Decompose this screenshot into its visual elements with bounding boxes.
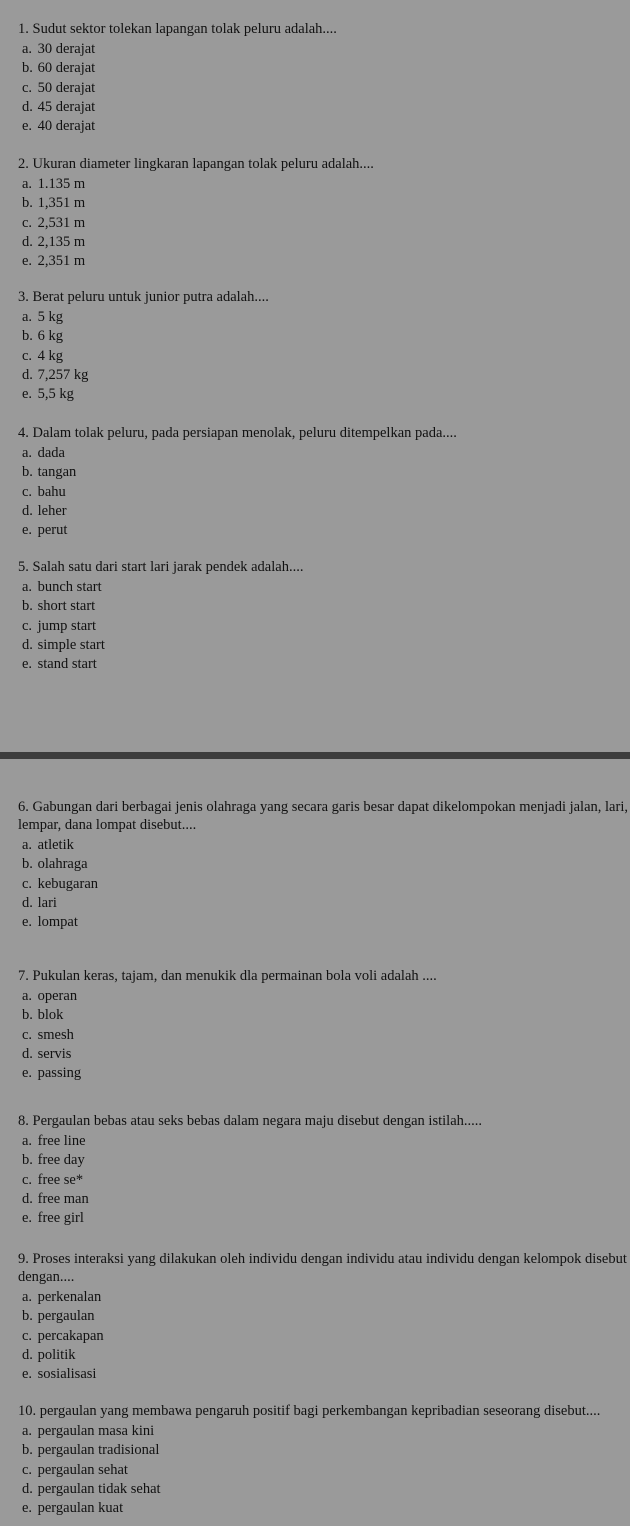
option-d [22,1190,630,1209]
option-label: 30 derajat [37,41,96,57]
option-e [22,385,630,404]
page-divider [0,752,630,759]
question-body: Dalam tolak peluru, pada persiapan menolak, peluru ditempelkan pada.... [32,425,457,441]
option-list [18,836,630,932]
option-key: c. [22,1327,33,1344]
option-key: b. [22,328,33,345]
option-label: 40 derajat [37,118,96,135]
option-b [22,1441,630,1460]
option-key: e. [22,253,33,270]
option-key: a. [22,1423,33,1439]
option-label: 5,5 kg [37,386,74,403]
option-key: c. [22,1461,33,1478]
question-text [18,20,630,38]
question-text [18,798,630,834]
option-list [18,578,630,674]
option-key: e. [22,118,33,135]
option-key: b. [22,1007,33,1024]
option-label: sosialisasi [37,1366,97,1383]
option-c [22,214,630,233]
option-label: 2,135 m [37,233,86,250]
option-key: c. [22,347,33,364]
question-body: Sudut sektor tolekan lapangan tolak peluru adalah.... [32,21,337,37]
question-number: 7. [18,968,29,984]
option-c [22,1026,630,1045]
option-a [22,987,630,1006]
option-label: olahraga [37,856,88,873]
option-key: b. [22,1152,33,1169]
option-key: e. [22,1366,33,1383]
question-2 [18,155,630,271]
option-label: 1.135 m [37,176,86,192]
option-label: lari [37,894,57,911]
option-label: free man [37,1190,89,1207]
question-4 [18,424,630,540]
option-label: perkenalan [37,1289,102,1305]
option-label: free line [37,1133,86,1149]
option-b [22,194,630,213]
option-label: stand start [37,656,97,673]
option-a [22,1422,630,1441]
option-key: e. [22,1210,33,1227]
option-list [18,1288,630,1384]
option-key: d. [22,894,33,911]
option-label: operan [37,988,78,1004]
option-c [22,875,630,894]
option-e [22,117,630,136]
option-label: pergaulan [37,1308,95,1325]
option-d [22,98,630,117]
option-key: c. [22,79,33,96]
option-key: b. [22,598,33,615]
option-d [22,366,630,385]
question-body: pergaulan yang membawa pengaruh positif bagi perkembangan kepribadian seseorang disebut.... [39,1403,601,1419]
option-label: politik [37,1346,76,1363]
option-key: c. [22,483,33,500]
option-key: c. [22,617,33,634]
option-label: simple start [37,636,105,653]
option-label: perut [37,522,68,539]
option-label: atletik [37,837,74,853]
option-label: 45 derajat [37,98,96,115]
option-key: e. [22,914,33,931]
option-key: a. [22,176,33,192]
option-label: jump start [37,617,97,634]
question-text [18,288,630,306]
option-list [18,987,630,1083]
option-b [22,855,630,874]
option-key: e. [22,1065,33,1082]
option-a [22,40,630,59]
option-label: bahu [37,483,66,500]
option-label: free girl [37,1210,84,1227]
option-label: bunch start [37,579,102,595]
option-c [22,79,630,98]
option-label: pergaulan sehat [37,1461,128,1478]
question-9 [18,1250,630,1384]
question-7 [18,967,630,1083]
option-key: b. [22,60,33,77]
option-label: 7,257 kg [37,366,89,383]
document-page-bottom [0,760,630,1526]
option-key: a. [22,41,33,57]
option-e [22,1365,630,1384]
option-list [18,444,630,540]
question-5 [18,558,630,674]
question-number: 10. [18,1403,37,1419]
option-e [22,913,630,932]
option-label: free se* [37,1171,84,1188]
option-label: leher [37,502,67,519]
question-1 [18,20,630,136]
option-key: d. [22,636,33,653]
option-label: 60 derajat [37,60,96,77]
option-key: a. [22,837,33,853]
option-key: a. [22,445,33,461]
option-key: d. [22,1190,33,1207]
question-number: 5. [18,559,29,575]
option-e [22,1209,630,1228]
question-text [18,1250,630,1286]
question-body: Pergaulan bebas atau seks bebas dalam negara maju disebut dengan istilah..... [32,1113,482,1129]
option-b [22,1151,630,1170]
option-label: percakapan [37,1327,104,1344]
option-d [22,1045,630,1064]
option-c [22,1461,630,1480]
option-label: pergaulan kuat [37,1500,124,1517]
option-label: passing [37,1065,82,1082]
option-list [18,175,630,271]
option-key: d. [22,1346,33,1363]
option-key: e. [22,1500,33,1517]
option-d [22,1346,630,1365]
option-b [22,1307,630,1326]
question-number: 9. [18,1251,29,1267]
option-key: b. [22,856,33,873]
question-8 [18,1112,630,1228]
question-number: 3. [18,289,29,305]
question-number: 8. [18,1113,29,1129]
option-e [22,521,630,540]
option-d [22,502,630,521]
question-body: Berat peluru untuk junior putra adalah.... [32,289,269,305]
question-6 [18,798,630,932]
option-label: 50 derajat [37,79,96,96]
option-d [22,894,630,913]
question-text [18,967,630,985]
option-key: a. [22,1133,33,1149]
option-d [22,636,630,655]
question-text [18,1402,630,1420]
option-b [22,1006,630,1025]
option-d [22,233,630,252]
option-label: 1,351 m [37,195,86,212]
option-e [22,655,630,674]
option-key: a. [22,988,33,1004]
option-list [18,1132,630,1228]
option-label: 5 kg [37,309,63,325]
option-key: d. [22,98,33,115]
option-key: e. [22,386,33,403]
option-c [22,347,630,366]
option-label: lompat [37,914,78,931]
option-a [22,1132,630,1151]
option-key: a. [22,579,33,595]
question-text [18,424,630,442]
question-body: Proses interaksi yang dilakukan oleh individu dengan individu atau individu dengan kelompok disebut dengan.... [18,1251,627,1285]
question-10 [18,1402,630,1518]
option-a [22,175,630,194]
question-number: 6. [18,799,29,815]
option-label: 2,351 m [37,253,86,270]
document-page-top [0,0,630,752]
option-key: d. [22,1480,33,1497]
question-text [18,1112,630,1130]
option-a [22,1288,630,1307]
question-body: Gabungan dari berbagai jenis olahraga yang secara garis besar dapat dikelompokan menjadi jalan, lari, lempar, dana lompat disebut.... [18,799,628,833]
option-b [22,327,630,346]
option-key: d. [22,502,33,519]
option-key: d. [22,1045,33,1062]
option-list [18,308,630,404]
option-label: pergaulan tidak sehat [37,1480,161,1497]
question-number: 1. [18,21,29,37]
option-label: short start [37,598,96,615]
option-c [22,1171,630,1190]
option-b [22,597,630,616]
option-key: d. [22,233,33,250]
option-c [22,1327,630,1346]
option-key: c. [22,875,33,892]
option-label: smesh [37,1026,74,1043]
question-body: Ukuran diameter lingkaran lapangan tolak peluru adalah.... [32,156,374,172]
option-label: 6 kg [37,328,63,345]
option-e [22,252,630,271]
option-key: e. [22,522,33,539]
option-c [22,483,630,502]
option-a [22,578,630,597]
option-list [18,40,630,136]
option-c [22,617,630,636]
option-key: d. [22,366,33,383]
question-number: 4. [18,425,29,441]
option-a [22,444,630,463]
option-key: a. [22,1289,33,1305]
option-key: b. [22,1442,33,1459]
option-d [22,1480,630,1499]
option-label: 4 kg [37,347,63,364]
option-label: kebugaran [37,875,99,892]
question-3 [18,288,630,404]
option-label: pergaulan tradisional [37,1442,160,1459]
option-list [18,1422,630,1518]
option-key: b. [22,195,33,212]
option-key: c. [22,1171,33,1188]
option-label: blok [37,1007,64,1024]
option-a [22,308,630,327]
option-b [22,463,630,482]
option-key: a. [22,309,33,325]
option-label: free day [37,1152,85,1169]
option-label: tangan [37,464,77,481]
option-b [22,59,630,78]
question-body: Salah satu dari start lari jarak pendek adalah.... [32,559,304,575]
option-label: servis [37,1045,72,1062]
option-e [22,1499,630,1518]
question-text [18,155,630,173]
option-label: pergaulan masa kini [37,1423,155,1439]
option-key: b. [22,464,33,481]
option-key: c. [22,214,33,231]
option-e [22,1064,630,1083]
option-label: dada [37,445,65,461]
option-key: c. [22,1026,33,1043]
option-key: b. [22,1308,33,1325]
option-key: e. [22,656,33,673]
question-number: 2. [18,156,29,172]
option-label: 2,531 m [37,214,86,231]
question-body: Pukulan keras, tajam, dan menukik dla permainan bola voli adalah .... [32,968,437,984]
question-text [18,558,630,576]
option-a [22,836,630,855]
